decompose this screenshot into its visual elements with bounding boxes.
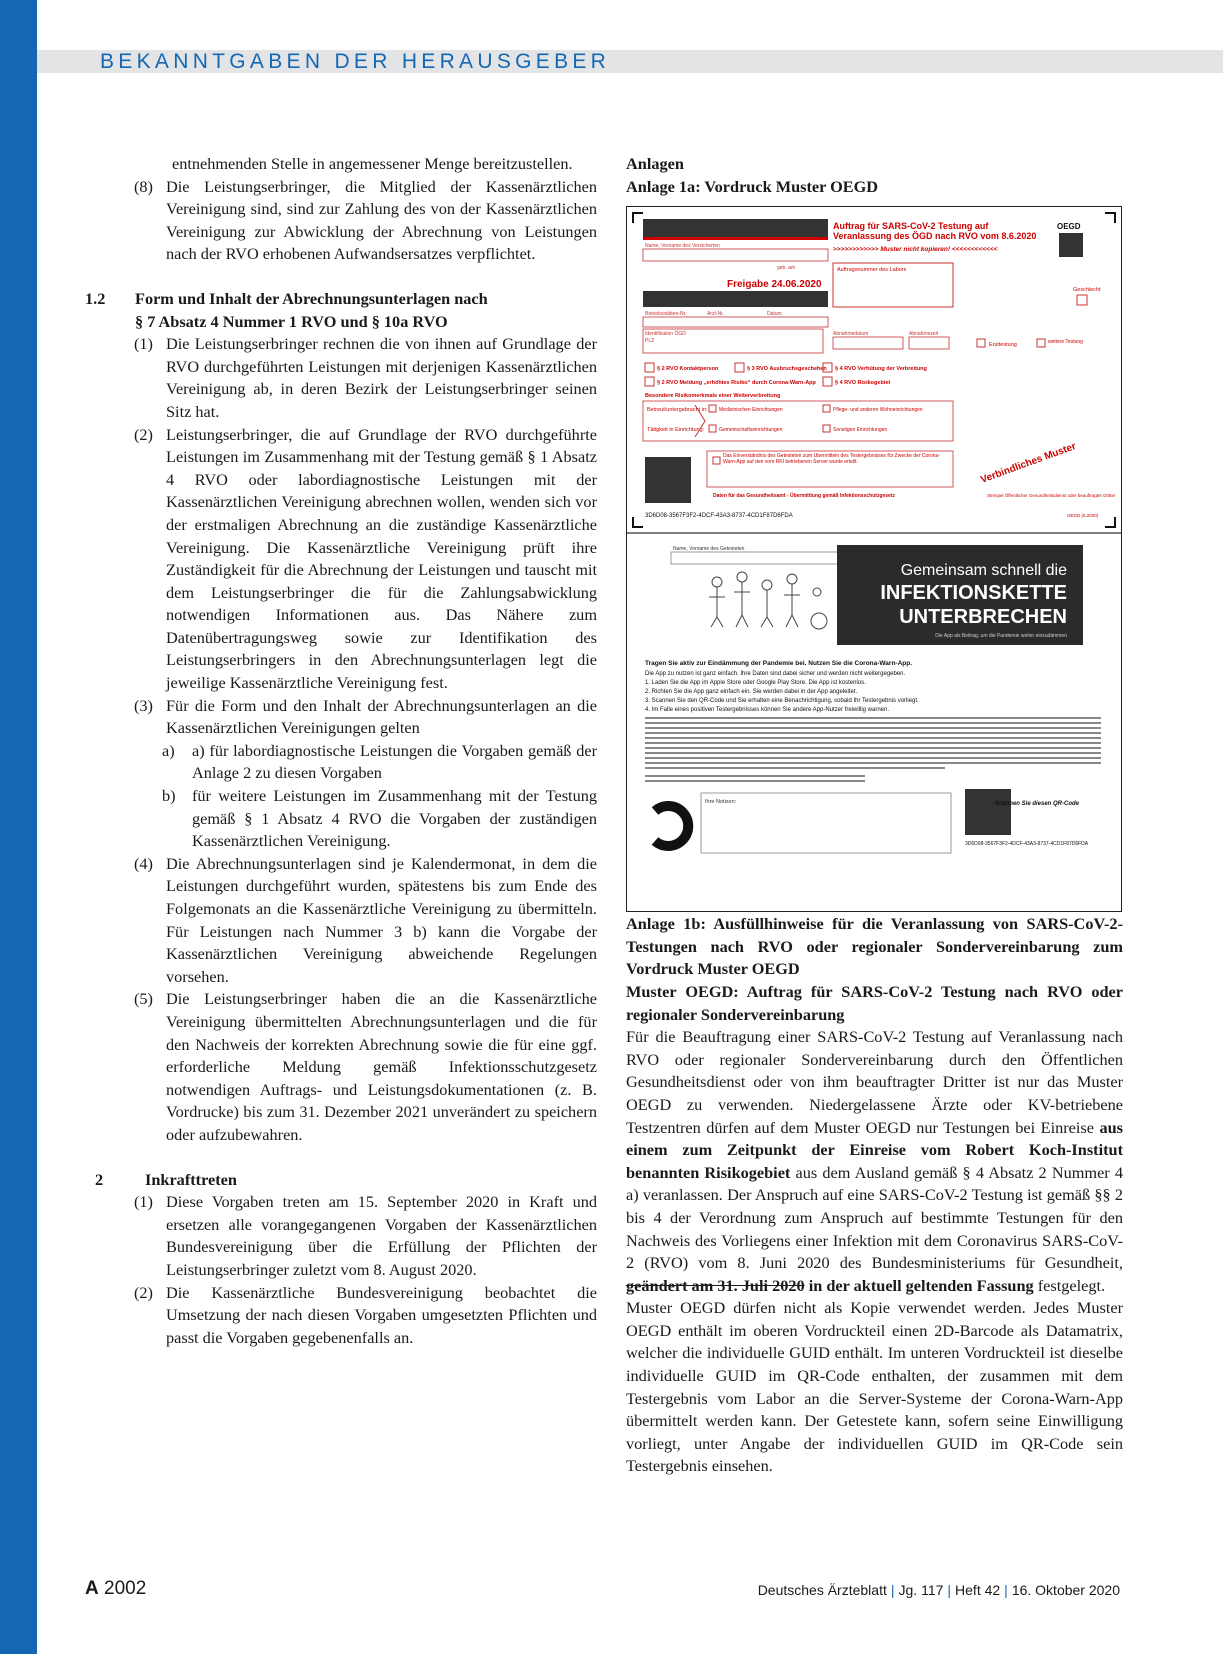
left-column (85, 153, 597, 1349)
form-option-4: § 2 RVO Meldung „erhöhtes Risiko“ durch Corona-Warn-App (657, 380, 816, 386)
section-title: Inkrafttreten (145, 1169, 237, 1189)
section-1-2-items (85, 333, 597, 740)
paragraph-number: (4) (134, 853, 153, 873)
paragraph-text: Diese Vorgaben treten am 15. September 2020 in Kraft und ersetzen alle vorangegangenen Vorgaben der Kassenärztlichen Bundesvereinigung über die Erfüllung der Pflichten der Leistungserbringer zuletzt vom 8. August 2020. (166, 1192, 597, 1279)
form-option-1: § 2 RVO Kontaktperson (657, 366, 719, 372)
sidebar-stripe (0, 0, 37, 1654)
paragraph-number: (1) (134, 334, 153, 354)
form-datum: Datum (767, 311, 782, 317)
numbered-paragraph (85, 424, 597, 695)
form-name2-label: Name, Vorname des Getesteten (673, 546, 745, 552)
form-pflege: Pflege- und anderen Wohneinrichtungen (833, 407, 923, 413)
numbered-paragraph (85, 988, 597, 1146)
form-geschlecht: Geschlecht (1073, 287, 1101, 293)
form-option-2: § 3 RVO Ausbruchsgeschehen (747, 366, 827, 372)
form-betreut: Betreut/untergebracht in: (647, 407, 708, 413)
form-med: Medizinischen Einrichtungen (719, 407, 783, 413)
form-betrieb: Betriebsstätten-Nr. (645, 311, 687, 317)
form-figure (626, 206, 1122, 912)
form-ident: Identifikation ÖGD (645, 331, 686, 337)
form-abnahmedatum: Abnahmedatum (833, 331, 869, 337)
corona-app-logo (655, 806, 688, 846)
numbered-paragraph (85, 695, 597, 740)
sub-text: a) für labordiagnostische Leistungen die Vorgaben gemäß der Anlage 2 zu diesen Vorgaben (192, 740, 597, 783)
banner-line-3: UNTERBRECHEN (899, 606, 1067, 628)
form-tragen: Tragen Sie aktiv zur Eindämmung der Pandemie bei. Nutzen Sie die Corona-Warn-App. (645, 660, 913, 667)
anlagen-heading: Anlagen (626, 154, 684, 173)
form-l1: Die App zu nutzen ist ganz einfach. Ihre Daten sind dabei sicher und werden nicht weitergegeben. (645, 671, 906, 677)
banner-line-1: Gemeinsam schnell die (900, 562, 1067, 579)
banner-line-4: Die App als Beitrag, um die Pandemie weiter einzudämmen (935, 633, 1067, 639)
paragraph-number: (1) (134, 1192, 153, 1212)
form-plz: PLZ (645, 338, 655, 344)
form-title-1: Auftrag für SARS-CoV-2 Testung auf (833, 221, 989, 231)
form-besondere: Besondere Risikomerkmale einer Weiterverbreitung (645, 393, 781, 399)
paragraph-number: (8) (134, 176, 153, 196)
numbered-paragraph (85, 333, 597, 423)
form-warning: >>>>>>>>>>>> Muster nicht kopieren! <<<<<<<<<<<< (833, 246, 998, 253)
paragraph-number: (2) (134, 1282, 153, 1302)
form-erst: Ersttestung (989, 342, 1017, 348)
section-1-2-heading (85, 288, 597, 333)
banner-line-2: INFEKTIONSKETTE (880, 582, 1067, 604)
paragraph-number: (3) (134, 695, 153, 715)
paragraph-text: Die Leistungserbringer rechnen die von ihnen auf Grundlage der RVO durchgeführten Leistungen mit derjenigen Kassenärztlichen Vereinigung ab, in deren Bezirk der Leistungserbringer seinen Sitz hat. (166, 334, 597, 421)
form-l3: 2. Richten Sie die App ganz einfach ein. Sie werden dabei in der App angeleitet. (645, 689, 858, 695)
section-2-items (85, 1191, 597, 1349)
section-2-heading (85, 1169, 597, 1192)
journal-info: Deutsches Ärzteblatt | Jg. 117 | Heft 42 | 16. Oktober 2020 (757, 1582, 1120, 1598)
sub-label: b) (162, 786, 176, 806)
form-weitere: weitere Testung (1048, 339, 1083, 345)
body-paragraph-2: Muster OEGD dürfen nicht als Kopie verwendet werden. Jedes Muster OEGD enthält im oberen Vordruckteil einen 2D-Barcode als Datamatrix, welcher die individuelle GUID enthält. Im unteren Vordruckteil ist dieselbe individuelle GUID im QR-Code enthalten, der zusammen mit dem Testergebnis vom Labor an die Server-Systeme der Corona-Warn-App übermittelt werden kann. Der Getestete kann, sofern seine Einwilligung vorliegt, unter Angabe der individuellen GUID im QR-Code sein Testergebnis einsehen. (626, 1298, 1123, 1476)
form-verbindlich: Verbindliches Muster (979, 441, 1078, 486)
muster-title: Muster OEGD: Auftrag für SARS-CoV-2 Testung nach RVO oder regionaler Sondervereinbarung (626, 981, 1123, 1024)
form-l5: 4. Im Falle eines positiven Testergebnisses können Sie andere App-Nutzer freiwillig warnen. (645, 707, 890, 713)
form-option-5: § 4 RVO Risikogebiet (835, 380, 891, 386)
form-freigabe: Freigabe 24.06.2020 (727, 279, 822, 290)
section-number: 1.2 (85, 288, 106, 308)
continuation-text: entnehmenden Stelle in angemessener Menge bereitzustellen. (172, 154, 573, 173)
paragraph-text: Die Leistungserbringer, die Mitglied der Kassenärztlichen Vereinigung sind, sind zur Zahlung des von der Kassenärztlichen Vereinigung zur Abwicklung der Abrechnung von Leistungen nach der RVO erhobenen Aufwandsersatzes verpflichtet. (166, 176, 597, 264)
form-taetig: Tätigkeit in Einrichtung: (647, 427, 705, 433)
section-title-line2: § 7 Absatz 4 Nummer 1 RVO und § 10a RVO (135, 311, 448, 331)
form-auftragsnr: Auftragsnummer des Labors (837, 267, 907, 273)
form-arzt: Arzt-Nr. (707, 311, 724, 317)
paragraph-text: Für die Form und den Inhalt der Abrechnungsunterlagen an die Kassenärztlichen Vereinigungen gelten (166, 695, 597, 738)
page-number: A 2002 (85, 1578, 147, 1599)
people-illustration (709, 572, 827, 629)
fine-print-block (645, 717, 1101, 782)
form-notizen: Ihre Notizen: (705, 799, 737, 805)
anlage-1a-heading: Anlage 1a: Vordruck Muster OEGD (626, 176, 879, 196)
form-name-label: Name, Vorname des Versicherten (645, 243, 720, 249)
section-title-line1: Form und Inhalt der Abrechnungsunterlagen nach (135, 288, 488, 308)
sub-text: für weitere Leistungen im Zusammenhang mit der Testung gemäß § 1 Absatz 4 RVO die Vorgaben der zuständigen Kassenärztlichen Vereinigung. (192, 786, 597, 851)
form-stempel: Stempel Öffentlicher Gesundheitsdienst oder beauftragter Dritter (987, 493, 1116, 498)
form-daten: Daten für das Gesundheitsamt - Übermittlung gemäß Infektionsschutzgesetz (713, 493, 895, 499)
anlage-1b-heading: Anlage 1b: Ausfüllhinweise für die Veranlassung von SARS-CoV-2-Testungen nach RVO oder regionaler Sondervereinbarung zum Vordruck Muster OEGD (626, 914, 1123, 979)
form-gemein: Gemeinschaftseinrichtungen (719, 427, 783, 433)
numbered-paragraph (85, 1191, 597, 1281)
section-1-2-items-continued (85, 853, 597, 1147)
form-option-3: § 4 RVO Verhütung der Verbreitung (835, 366, 927, 372)
form-l2: 1. Laden Sie die App im Apple Store oder Google Play Store. Die App ist kostenlos. (645, 680, 866, 686)
paragraph-8 (85, 176, 597, 266)
form-geb-label: geb. am (777, 265, 796, 271)
paragraph-text: Die Leistungserbringer haben die an die Kassenärztliche Vereinigung übermittelten Abrechnungsunterlagen und die für den Nachweis der korrekten Abrechnung sowie die für eine ggf. erforderliche Meldung gemäß Infektionsschutzgesetz notwendigen Auftrags- und Leistungsdokumentationen (z. B. Vordrucke) bis zum 31. Dezember 2021 unverändert zu speichern oder aufzubewahren. (166, 989, 597, 1144)
paragraph-number: (5) (134, 989, 153, 1009)
form-sonst: Sonstigen Einrichtungen (833, 427, 888, 433)
paragraph-number: (2) (134, 424, 153, 444)
sub-label: a) (162, 740, 175, 760)
numbered-paragraph (85, 853, 597, 989)
sub-item-b (85, 785, 597, 853)
form-guid2: 3D6D08-3567F3F2-4DCF-43A3-8737-4CD1F87D6FDA (965, 841, 1089, 847)
paragraph-text: Die Kassenärztliche Bundesvereinigung beobachtet die Umsetzung der nach diesen Vorgaben umgesetzten Pflichten und passt die Vorgaben gegebenenfalls an. (166, 1282, 597, 1347)
form-oegd-label: OEGD (1057, 222, 1081, 231)
body-paragraph-1: Für die Beauftragung einer SARS-CoV-2 Testung auf Veranlassung nach RVO oder regionaler Sondervereinbarung durch den Öffentlichen Gesundheitsdienst oder von ihm beauftragter Dritter ist nur das Muster OEGD zu verwenden. Niedergelassene Ärzte oder KV-betriebene Testzentren dürfen auf dem Muster OEGD nur Testungen bei Einreise aus einem zum Zeitpunkt der Einreise vom Robert Koch-Institut benannten Risikogebiet aus dem Ausland gemäß § 4 Absatz 2 Nummer 4 a) veranlassen. Der Anspruch auf eine SARS-CoV-2 Testung ist gemäß §§ 2 bis 4 der Verordnung zum Anspruch auf bestimmte Testungen für den Nachweis des Vorliegens einer Infektion mit dem Coronavirus SARS-CoV-2 (RVO) vom 8. Juni 2020 des Bundesministeriums für Gesundheit, geändert am 31. Juli 2020 in der aktuell geltenden Fassung festgelegt. (626, 1027, 1123, 1295)
form-guid: 3D6D08-3567F3F2-4DCF-43A3-8737-4CD1F87D6FDA (645, 513, 793, 519)
form-l4: 3. Scannen Sie den QR-Code und Sie erhalten eine Benachrichtigung, sobald Ihr Testergebnis vorliegt. (645, 698, 919, 704)
paragraph-text: Leistungserbringer, die auf Grundlage der RVO durchgeführte Leistungen im Zusammenhang mit der Testung gemäß § 1 Absatz 4 RVO oder labordiagnostische Leistungen mit der Kassenärztlichen Vereinigung abrechnen wollen, wenden sich vor der erstmaligen Abrechnung an die zuständige Kassenärztliche Vereinigung. Die Kassenärztliche Vereinigung prüft ihre Zuständigkeit für die Abrechnung der Leistungen und tauscht mit dem Leistungserbringer die für die Zahlungsabwicklung notwendigen Informationen aus. Das Nähere zum Datenübertragungsweg sowie zur Identifikation des Leistungserbringers in den Abrechnungsunterlagen legt die jeweilige Kassenärztliche Vereinigung fest. (166, 424, 597, 693)
section-number: 2 (95, 1169, 104, 1189)
sub-item-a (85, 740, 597, 785)
form-consent: Das Einverständnis des Getesteten zum Übermitteln des Testergebnisses für Zwecke der Corona-Warn-App auf den vom RKI betriebenen Server wurde erteilt. (723, 453, 940, 465)
form-title-2: Veranlassung des ÖGD nach RVO vom 8.6.2020 (833, 231, 1037, 241)
form-scan: Scannen Sie diesen QR-Code (994, 801, 1079, 807)
form-oegd-code: OEGD (6.2020) (1067, 513, 1099, 518)
numbered-paragraph (85, 1282, 597, 1350)
section-header: BEKANNTGABEN DER HERAUSGEBER (100, 50, 611, 73)
form-abnahmezeit: Abnahmezeit (909, 331, 939, 337)
paragraph-text: Die Abrechnungsunterlagen sind je Kalendermonat, in dem die Leistungen durchgeführt wurden, spätestens bis zum Ende des Folgemonats an die Kassenärztliche Vereinigung zu übermitteln. Für Leistungen nach Nummer 3 b) kann die Vorgabe der Kassenärztlichen Vereinigung abweichende Regelungen vorsehen. (166, 853, 597, 986)
